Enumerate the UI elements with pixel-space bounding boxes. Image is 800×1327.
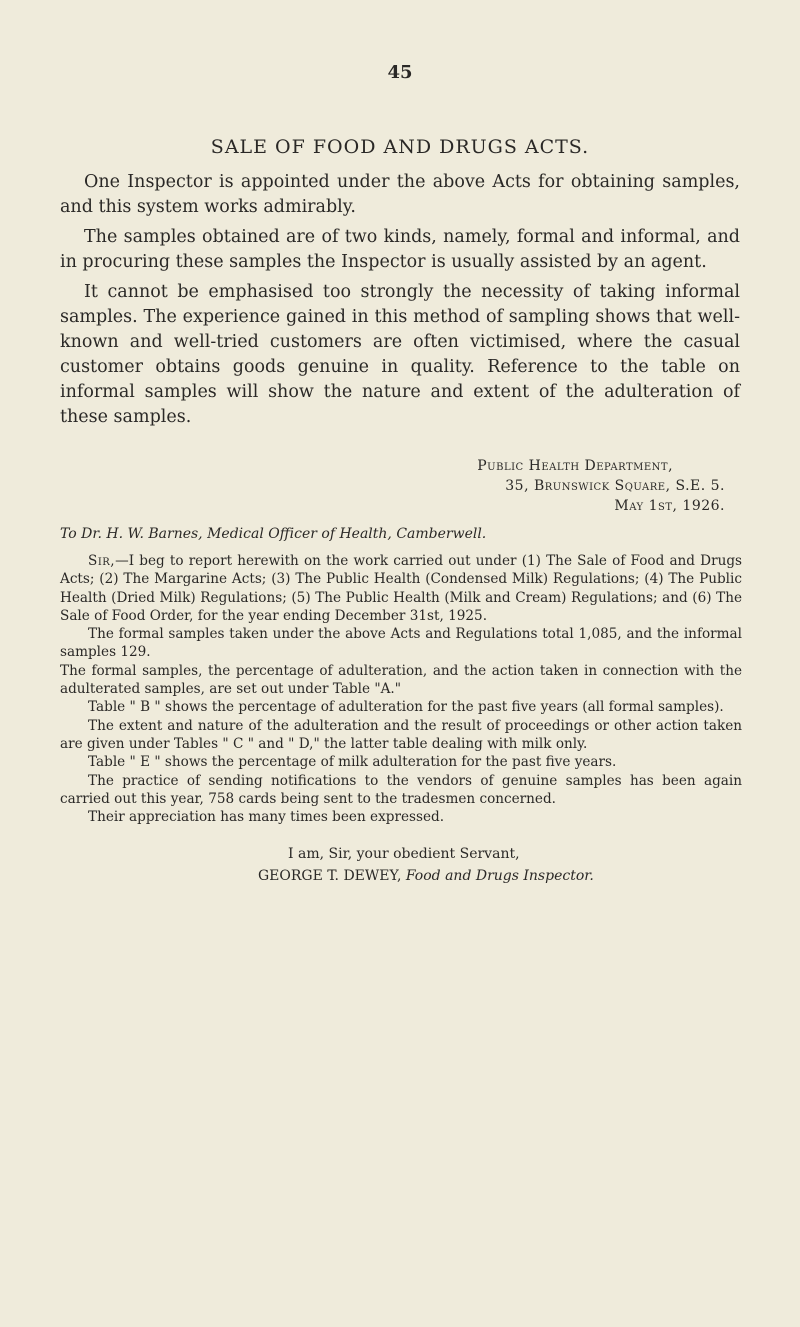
address-department: Public Health Department, [477,458,674,474]
letter-paragraph: Table " E " shows the percentage of milk adulteration for the past five years. [88,754,617,771]
signature-line [258,865,594,887]
intro-paragraph: The samples obtained are of two kinds, namely, formal and informal, and in procuring these samples the Inspector is usually assisted by an agent. [60,227,740,272]
letter-paragraph: The formal samples, the percentage of adulteration, and the action taken in connection with the adulterated samples, are set out under Table "A." [60,662,742,698]
signatory-role: Food and Drugs Inspector. [405,868,594,884]
letter-salutation: To Dr. H. W. Barnes, Medical Officer of Health, Camberwell. [60,526,487,542]
intro-paragraph: One Inspector is appointed under the above Acts for obtaining samples, and this system works admirably. [60,172,740,217]
letter-paragraph [60,552,742,625]
page-number: 45 [387,62,413,83]
closing-line: I am, Sir, your obedient Servant, [288,846,520,862]
intro-paragraph: It cannot be emphasised too strongly the necessity of taking informal samples. The experience gained in this method of sampling shows that well-known and well-tried customers are often victimised, where the casual customer obtains goods genuine in quality. Reference to the table on informal samples will show the nature and extent of the adulteration of these samples. [60,282,740,427]
letter-paragraph: The formal samples taken under the above Acts and Regulations total 1,085, and the informal samples 129. [60,626,742,661]
letter-paragraph: Their appreciation has many times been expressed. [88,809,445,826]
letter-closing [258,843,594,887]
signatory-name: GEORGE T. DEWEY, [258,868,402,884]
address-date: May 1st, 1926. [614,498,725,514]
letter-paragraph: The extent and nature of the adulteration and the result of proceedings or other action taken are given under Tables " C " and " D," the latter table dealing with milk only. [60,717,742,752]
letter-paragraph: Table " B " shows the percentage of adulteration for the past five years (all formal samples). [88,699,724,716]
letter-body [60,552,742,826]
letter-paragraph: The practice of sending notifications to the vendors of genuine samples has been again carried out this year, 758 cards being sent to the tradesmen concerned. [60,772,742,807]
section-title: SALE OF FOOD AND DRUGS ACTS. [210,136,590,158]
letter-opening: —I beg to report herewith on the work carried out under (1) The Sale of Food and Drugs Acts; (2) The Margarine Acts; (3) The Public Health (Condensed Milk) Regulations; (4) The Public Health (Dried Milk) Regulations; (5) The Public Health (Milk and Cream) Regulations; and (6) The Sale of Food Order, for the year ending December 31st, 1925. [60,553,742,624]
intro-section [60,170,740,435]
address-street: 35, Brunswick Square, S.E. 5. [505,478,725,494]
sender-address [477,456,725,516]
letter-sir: Sir, [88,553,116,569]
